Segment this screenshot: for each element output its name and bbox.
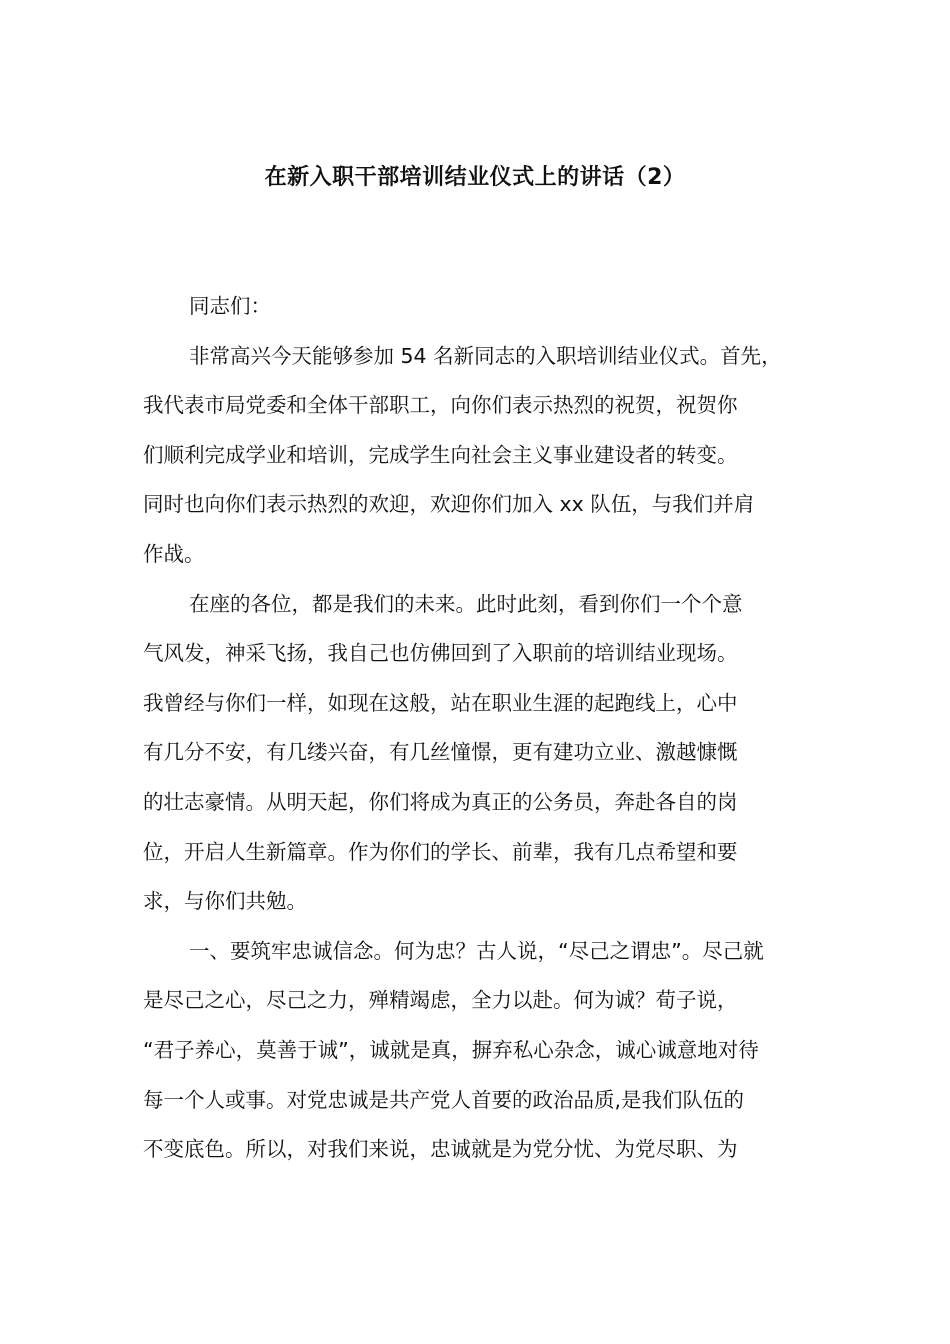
paragraph-line: 不变底色。所以，对我们来说，忠诚就是为党分忧、为党尽职、为: [143, 1137, 738, 1162]
paragraph-line: 作战。: [143, 541, 205, 566]
paragraph-line: 是尽己之心，尽己之力，殚精竭虑，全力以赴。何为诚？荀子说，: [143, 988, 738, 1013]
paragraph-line: 有几分不安，有几缕兴奋，有几丝憧憬，更有建功立业、激越慷慨: [143, 740, 738, 765]
paragraph-line: 在座的各位，都是我们的未来。此时此刻，看到你们一个个意: [189, 591, 743, 616]
paragraph-line: 求，与你们共勉。: [143, 889, 307, 914]
paragraph-line: 同时也向你们表示热烈的欢迎，欢迎你们加入 xx 队伍，与我们并肩: [143, 492, 755, 517]
paragraph-line: 位，开启人生新篇章。作为你们的学长、前辈，我有几点希望和要: [143, 839, 738, 864]
document-title: 在新入职干部培训结业仪式上的讲话（2）: [264, 165, 686, 190]
paragraph-line: 们顺利完成学业和培训，完成学生向社会主义事业建设者的转变。: [143, 442, 738, 467]
paragraph-line: “君子养心，莫善于诚”，诚就是真，摒弃私心杂念，诚心诚意地对待: [143, 1037, 759, 1062]
paragraph-line: 非常高兴今天能够参加 54 名新同志的入职培训结业仪式。首先，: [189, 343, 782, 368]
document-body: [143, 282, 813, 1175]
paragraph-line: 的壮志豪情。从明天起，你们将成为真正的公务员，奔赴各自的岗: [143, 789, 738, 814]
salutation-line: 同志们：: [189, 294, 271, 318]
paragraph-line: 每一个人或事。对党忠诚是共产党人首要的政治品质,是我们队伍的: [143, 1087, 745, 1112]
paragraph-line: 我曾经与你们一样，如现在这般，站在职业生涯的起跑线上，心中: [143, 690, 738, 715]
paragraph-line: 一、要筑牢忠诚信念。何为忠？古人说，“尽己之谓忠”。尽己就: [189, 938, 764, 963]
paragraph-line: 气风发，神采飞扬，我自己也仿佛回到了入职前的培训结业现场。: [143, 641, 738, 666]
paragraph-line: 我代表市局党委和全体干部职工，向你们表示热烈的祝贺，祝贺你: [143, 393, 738, 418]
